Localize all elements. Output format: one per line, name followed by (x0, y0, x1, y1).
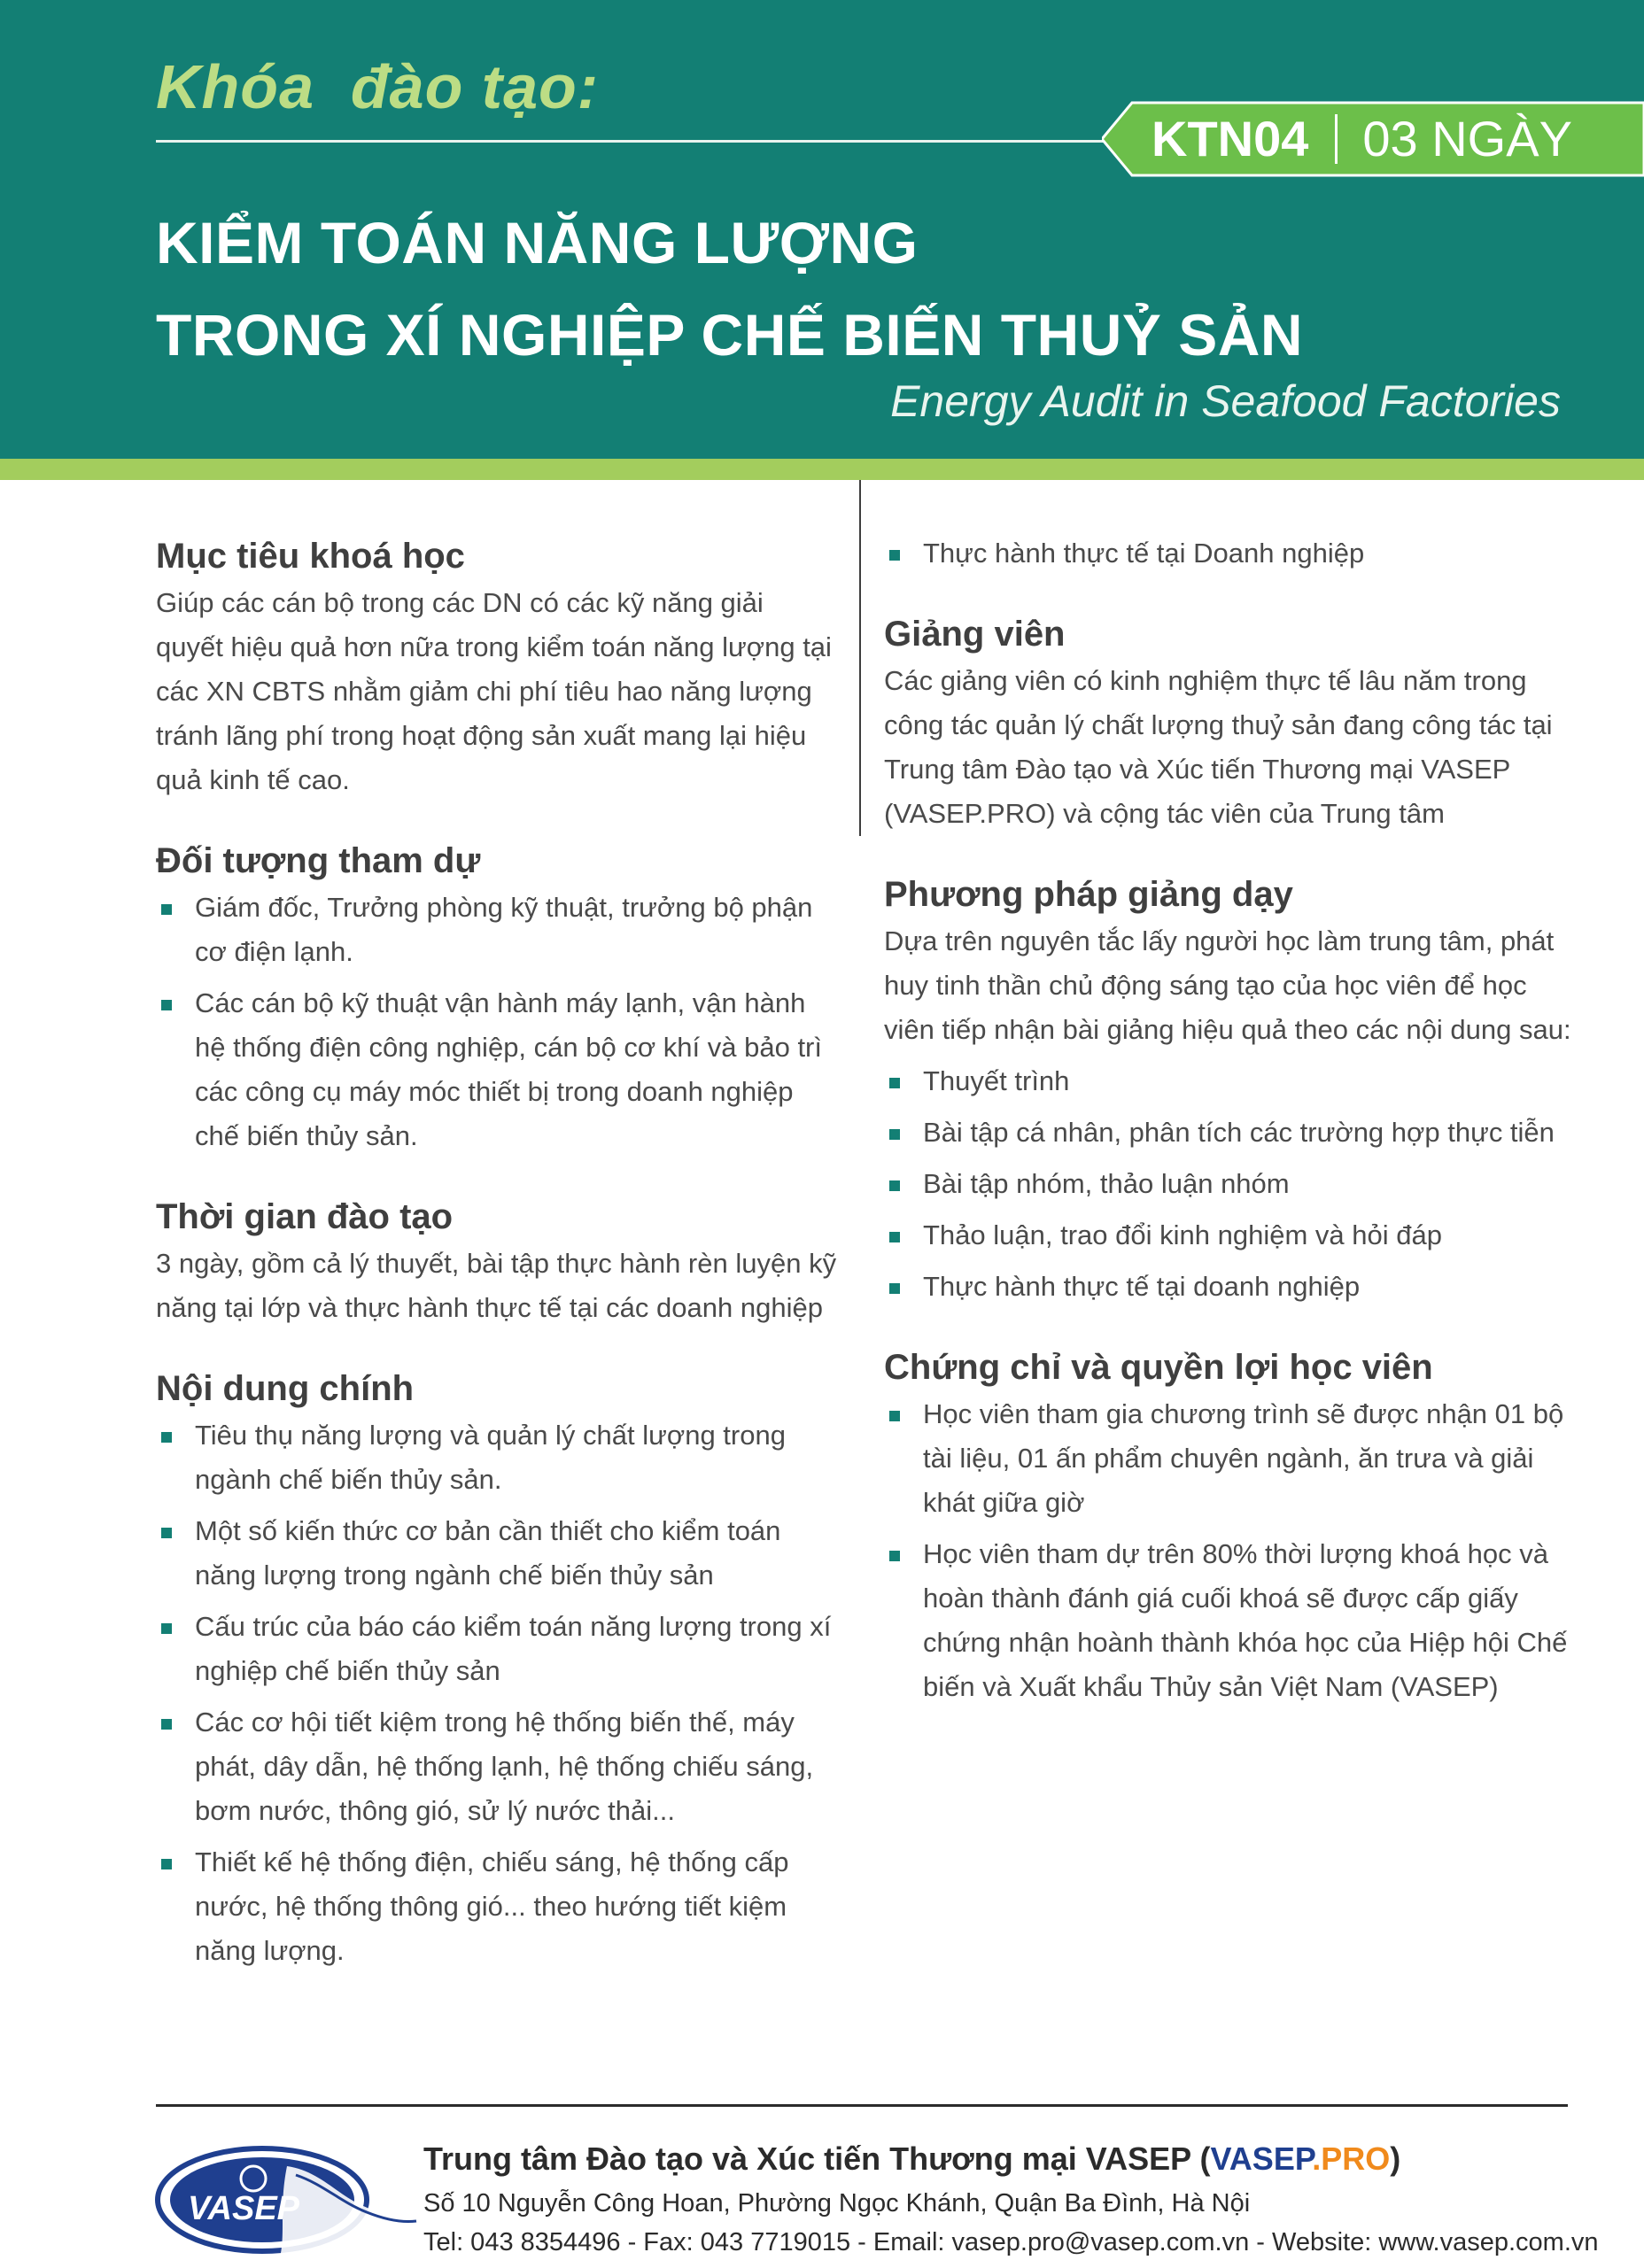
content-heading: Nội dung chính (156, 1369, 415, 1408)
footer-rule (156, 2104, 1568, 2107)
header-rule (156, 140, 1113, 143)
list-item: Cấu trúc của báo cáo kiểm toán năng lượng trong xí nghiệp chế biến thủy sản (156, 1605, 838, 1693)
audience-list (156, 886, 838, 1158)
objective-section (156, 531, 838, 802)
list-item: Thực hành thực tế tại Doanh nghiệp (884, 531, 1584, 576)
list-item: Bài tập nhóm, thảo luận nhóm (884, 1162, 1584, 1206)
accent-bar (0, 459, 1644, 480)
audience-heading: Đối tượng tham dự (156, 841, 481, 880)
course-label: Khóa đào tạo: (156, 52, 600, 121)
list-item: Thảo luận, trao đổi kinh nghiệm và hỏi đáp (884, 1213, 1584, 1258)
course-subtitle: Energy Audit in Seafood Factories (890, 376, 1561, 426)
footer-contact: Tel: 043 8354496 - Fax: 043 7719015 - Email: vasep.pro@vasep.com.vn - Website: www.vasep.com.vn (423, 2228, 1599, 2256)
right-column (884, 531, 1584, 1743)
list-item: Thiết kế hệ thống điện, chiếu sáng, hệ thống cấp nước, hệ thống thông gió... theo hướng tiết kiệm năng lượng. (156, 1840, 838, 1973)
list-item: Thực hành thực tế tại doanh nghiệp (884, 1265, 1584, 1309)
footer-address: Số 10 Nguyễn Công Hoan, Phường Ngọc Khánh, Quận Ba Đình, Hà Nội (423, 2189, 1251, 2218)
objective-heading: Mục tiêu khoá học (156, 537, 465, 576)
list-item: Học viên tham dự trên 80% thời lượng khoá học và hoàn thành đánh giá cuối khoá sẽ được cấp giấy chứng nhận hoành thành khóa học của Hiệp hội Chế biến và Xuất khẩu Thủy sản Việt Nam (VASEP) (884, 1532, 1584, 1709)
course-title (156, 197, 1303, 381)
method-list (884, 1059, 1584, 1309)
left-column (156, 531, 838, 2007)
logo-text: VASEP (188, 2190, 300, 2227)
org-name-close: ) (1390, 2140, 1401, 2177)
course-title-line-1: KIỂM TOÁN NĂNG LƯỢNG (156, 210, 919, 275)
course-code: KTN04 (1152, 111, 1309, 166)
org-brand-vasep: VASEP (1210, 2140, 1313, 2177)
audience-section (156, 836, 838, 1158)
method-section (884, 870, 1584, 1309)
method-text: Dựa trên nguyên tắc lấy người học làm trung tâm, phát huy tinh thần chủ động sáng tạo của học viên để học viên tiếp nhận bài giảng hiệu quả theo các nội dung sau: (884, 925, 1571, 1045)
header-banner (0, 0, 1644, 459)
list-item: Học viên tham gia chương trình sẽ được nhận 01 bộ tài liệu, 01 ấn phẩm chuyên ngành, ăn trưa và giải khát giữa giờ (884, 1392, 1584, 1525)
tag-separator (1335, 114, 1338, 164)
lecturers-heading: Giảng viên (884, 615, 1066, 654)
vasep-logo (154, 2131, 420, 2264)
list-item: Tiêu thụ năng lượng và quản lý chất lượng trong ngành chế biến thủy sản. (156, 1413, 838, 1502)
objective-text: Giúp các cán bộ trong các DN có các kỹ năng giải quyết hiệu quả hơn nữa trong kiểm toán năng lượng tại các XN CBTS nhằm giảm chi phí tiêu hao năng lượng tránh lãng phí trong hoạt động sản xuất mang lại hiệu quả kinh tế cao. (156, 587, 832, 795)
org-name-text: Trung tâm Đào tạo và Xúc tiến Thương mại VASEP ( (423, 2140, 1211, 2177)
list-item: Các cán bộ kỹ thuật vận hành máy lạnh, vận hành hệ thống điện công nghiệp, cán bộ cơ khí và bảo trì các công cụ máy móc thiết bị trong doanh nghiệp chế biến thủy sản. (156, 981, 838, 1158)
organization-name (423, 2134, 1599, 2184)
certificate-list (884, 1392, 1584, 1709)
list-item: Thuyết trình (884, 1059, 1584, 1103)
list-item: Các cơ hội tiết kiệm trong hệ thống biến thế, máy phát, dây dẫn, hệ thống lạnh, hệ thống chiếu sáng, bơm nước, thông gió, sử lý nước thải... (156, 1700, 838, 1833)
list-item: Giám đốc, Trưởng phòng kỹ thuật, trưởng bộ phận cơ điện lạnh. (156, 886, 838, 974)
lecturers-section (884, 609, 1584, 836)
duration-heading: Thời gian đào tạo (156, 1197, 454, 1236)
list-item: Bài tập cá nhân, phân tích các trường hợp thực tiễn (884, 1111, 1584, 1155)
course-code-tag (1102, 101, 1644, 177)
method-heading: Phương pháp giảng dạy (884, 875, 1293, 914)
practice-list (884, 531, 1584, 576)
list-item: Một số kiến thức cơ bản cần thiết cho kiểm toán năng lượng trong ngành chế biến thủy sản (156, 1509, 838, 1598)
content-section (156, 1364, 838, 1973)
duration-section (156, 1192, 838, 1330)
org-brand-pro: .PRO (1312, 2140, 1391, 2177)
certificate-heading: Chứng chỉ và quyền lợi học viên (884, 1348, 1433, 1387)
content-list (156, 1413, 838, 1973)
lecturers-text: Các giảng viên có kinh nghiệm thực tế lâu năm trong công tác quản lý chất lượng thuỷ sản đang công tác tại Trung tâm Đào tạo và Xúc tiến Thương mại VASEP (VASEP.PRO) và cộng tác viên của Trung tâm (884, 665, 1553, 829)
column-divider (859, 480, 861, 836)
footer-info (423, 2134, 1599, 2262)
certificate-section (884, 1343, 1584, 1709)
duration-text: 3 ngày, gồm cả lý thuyết, bài tập thực hành rèn luyện kỹ năng tại lớp và thực hành thực tế tại các doanh nghiệp (156, 1248, 837, 1323)
course-title-line-2: TRONG XÍ NGHIỆP CHẾ BIẾN THUỶ SẢN (156, 302, 1304, 368)
course-duration: 03 NGÀY (1362, 111, 1572, 166)
